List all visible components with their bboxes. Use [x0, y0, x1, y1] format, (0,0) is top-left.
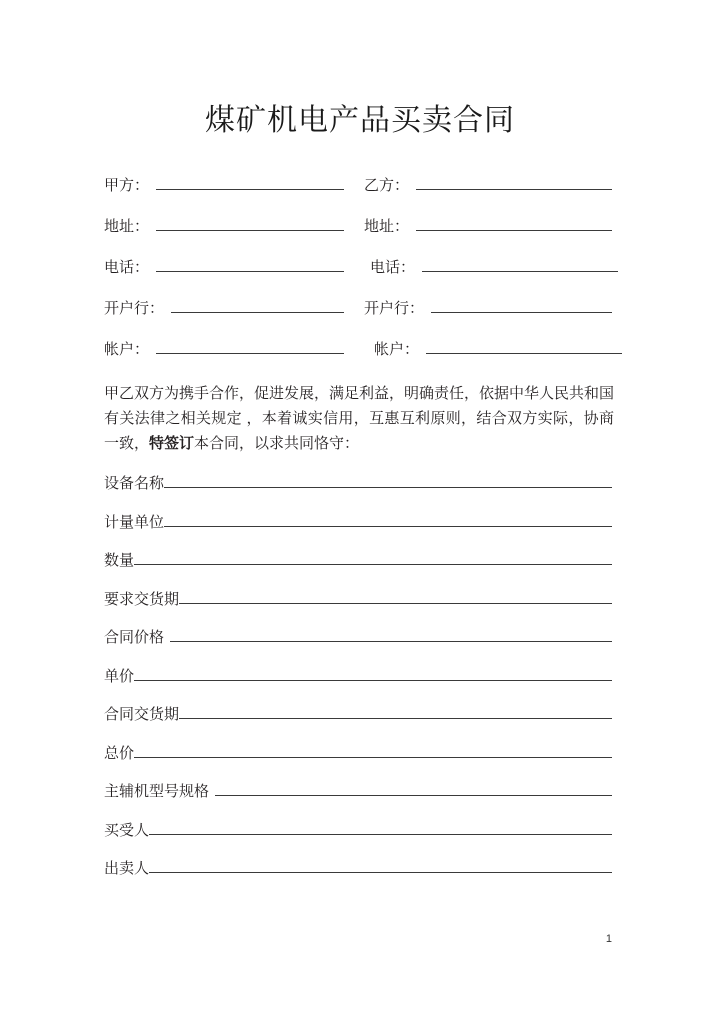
- intro-text-part2: 本合同，以求共同恪守：: [194, 435, 360, 452]
- contract-fields-list: [104, 472, 612, 896]
- required-delivery-date-input-line[interactable]: [179, 588, 612, 604]
- account-b-input-line[interactable]: [426, 338, 622, 354]
- party-information-block: [104, 174, 612, 379]
- party-label: 甲方：: [104, 177, 150, 194]
- equipment-name-input-line[interactable]: [164, 472, 612, 488]
- party-field-address-b: [364, 215, 612, 238]
- field-label: 合同价格: [104, 629, 165, 646]
- intro-text-part1: 甲乙双方为携手合作，促进发展，满足利益，明确责任，依据中华人民共和国有关法律之相关规定 ，本着诚实信用，互惠互利原则，结合双方实际，协商一致，: [104, 385, 615, 452]
- party-field-address-a: [104, 215, 344, 238]
- field-label: 出卖人: [104, 860, 150, 877]
- field-label: 要求交货期: [104, 590, 180, 608]
- party-row: [104, 256, 612, 297]
- contract-delivery-date-input-line[interactable]: [179, 703, 612, 719]
- party-field-account-a: [104, 338, 344, 361]
- field-label: 单价: [104, 667, 135, 685]
- party-label: 地址：: [104, 218, 150, 235]
- field-label: 买受人: [104, 821, 150, 839]
- party-field-phone-b: [364, 256, 618, 279]
- measurement-unit-input-line[interactable]: [164, 511, 612, 527]
- contract-price-input-line[interactable]: [170, 626, 612, 642]
- field-row-machine-model-spec: [104, 780, 612, 819]
- field-row-contract-price: [104, 626, 612, 665]
- party-label: 帐户：: [374, 341, 420, 358]
- address-a-input-line[interactable]: [156, 215, 344, 231]
- buyer-input-line[interactable]: [149, 819, 612, 835]
- party-row: [104, 297, 612, 338]
- party-label: 乙方：: [364, 177, 410, 194]
- machine-model-spec-input-line[interactable]: [215, 780, 612, 796]
- party-a-input-line[interactable]: [156, 174, 344, 190]
- field-row-measurement-unit: [104, 511, 612, 550]
- party-field-party-a: [104, 174, 344, 197]
- party-field-account-b: [364, 338, 622, 361]
- address-b-input-line[interactable]: [416, 215, 612, 231]
- bank-b-input-line[interactable]: [431, 297, 612, 313]
- unit-price-input-line[interactable]: [134, 665, 612, 681]
- field-label: 总价: [104, 744, 135, 762]
- field-label: 合同交货期: [104, 706, 180, 723]
- party-label: 开户行：: [364, 300, 425, 317]
- field-label: 主辅机型号规格: [104, 783, 210, 800]
- party-b-input-line[interactable]: [416, 174, 612, 190]
- party-row: [104, 338, 612, 379]
- field-label: 计量单位: [104, 513, 165, 531]
- field-row-required-delivery-date: [104, 588, 612, 627]
- intro-paragraph: [104, 381, 614, 456]
- field-row-contract-delivery-date: [104, 703, 612, 742]
- party-field-phone-a: [104, 256, 344, 279]
- party-label: 开户行：: [104, 300, 165, 317]
- phone-b-input-line[interactable]: [422, 256, 618, 272]
- party-row: [104, 174, 612, 215]
- page-number: 1: [605, 933, 612, 945]
- seller-input-line[interactable]: [149, 857, 612, 873]
- field-label: 数量: [104, 552, 135, 569]
- total-price-input-line[interactable]: [134, 742, 612, 758]
- party-field-party-b: [364, 174, 612, 197]
- quantity-input-line[interactable]: [134, 549, 612, 565]
- party-label: 电话：: [370, 259, 416, 276]
- page-title: 煤矿机电产品买卖合同: [205, 104, 515, 137]
- field-row-buyer: [104, 819, 612, 858]
- bank-a-input-line[interactable]: [171, 297, 344, 313]
- party-label: 地址：: [364, 218, 410, 235]
- account-a-input-line[interactable]: [156, 338, 344, 354]
- field-row-total-price: [104, 742, 612, 781]
- intro-text-emphasis: 特签订: [149, 435, 195, 452]
- field-row-quantity: [104, 549, 612, 588]
- party-label: 电话：: [104, 259, 150, 276]
- field-row-equipment-name: [104, 472, 612, 511]
- phone-a-input-line[interactable]: [156, 256, 344, 272]
- field-row-seller: [104, 857, 612, 896]
- party-row: [104, 215, 612, 256]
- field-row-unit-price: [104, 665, 612, 704]
- party-field-bank-a: [104, 297, 344, 320]
- party-field-bank-b: [364, 297, 612, 320]
- field-label: 设备名称: [104, 475, 165, 492]
- party-label: 帐户：: [104, 341, 150, 358]
